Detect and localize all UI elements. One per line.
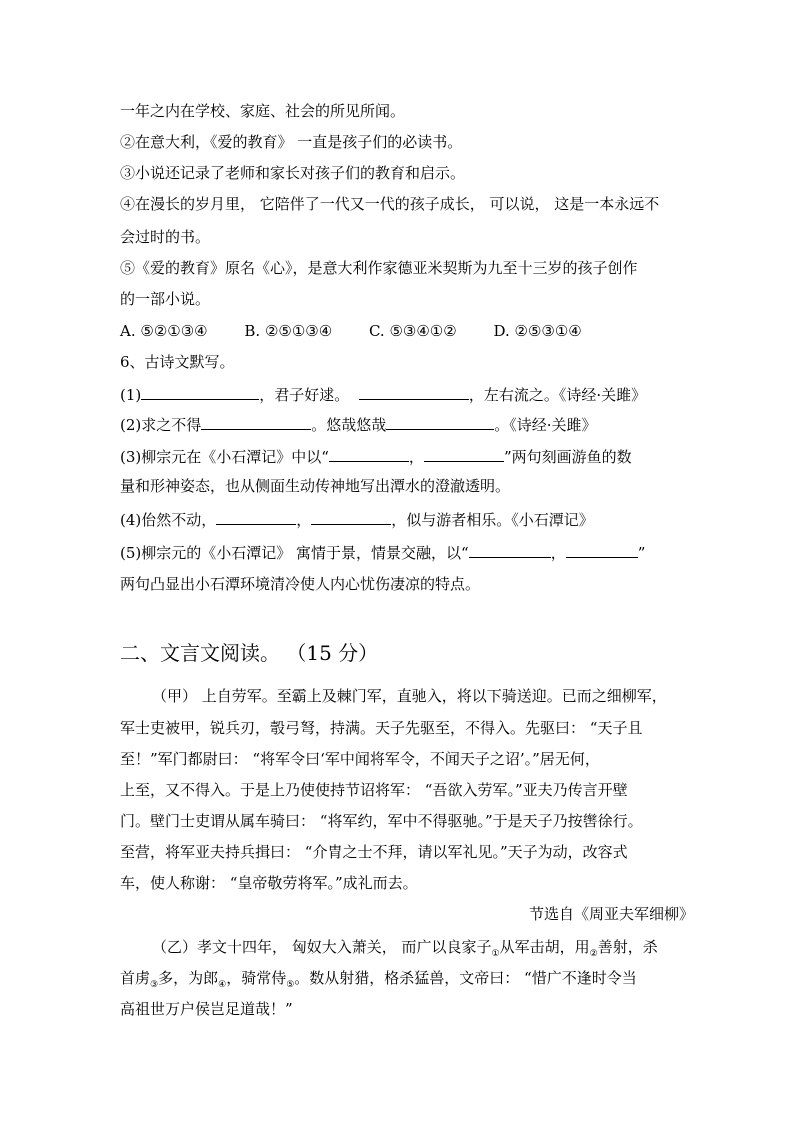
- passage-yi-line: [152, 937, 658, 964]
- option-a[interactable]: A. ⑤②①③④: [120, 322, 208, 340]
- passage-line: 会过时的书。: [120, 228, 211, 246]
- yi-text: 首虏: [120, 969, 151, 987]
- footnote-marker: ③: [150, 980, 159, 990]
- section-heading: 二、文言文阅读。 （15 分）: [120, 641, 379, 665]
- item-text: ，似与游者相乐。《小石潭记》: [391, 511, 594, 529]
- item-text: 。《诗经·关雎》: [494, 416, 597, 434]
- question-6-title: 6、古诗文默写。: [120, 353, 235, 371]
- q6-item-2: [120, 414, 597, 435]
- yi-text: （乙）孝文十四年， 匈奴大入萧关， 而广以良家子: [152, 938, 492, 956]
- passage-line: ④在漫长的岁月里， 它陪伴了一代又一代的孩子成长， 可以说， 这是一本永远不: [120, 195, 660, 213]
- passage-line: 一年之内在学校、家庭、社会的所见所闻。: [120, 102, 406, 120]
- answer-blank[interactable]: [424, 446, 504, 462]
- q6-item-5: [120, 542, 645, 563]
- answer-blank[interactable]: [311, 509, 391, 525]
- item-text: ，: [550, 544, 566, 562]
- passage-line: ⑤《爱的教育》原名《心》，是意大利作家德亚米契斯为九至十三岁的孩子创作: [120, 259, 638, 277]
- item-text: (4)佁然不动，: [120, 511, 217, 529]
- passage-jia-line: （甲） 上自劳军。至霸上及棘门军，直驰入，将以下骑送迎。已而之细柳军，: [152, 687, 667, 705]
- item-text: (2)求之不得: [120, 416, 202, 434]
- passage-line: ②在意大利，《爱的教育》 一直是孩子们的必读书。: [120, 133, 463, 151]
- passage-jia-line: 至营，将军亚夫持兵揖曰： “介胄之士不拜，请以军礼见。”天子为动，改容式: [120, 843, 628, 861]
- passage-jia-line: 车，使人称谢： “皇帝敬劳将军。”成礼而去。: [120, 874, 418, 892]
- yi-text: 从军击胡，用: [499, 938, 590, 956]
- passage-yi-line: 高祖世万户侯岂足道哉！”: [120, 1000, 293, 1018]
- answer-blank[interactable]: [566, 542, 638, 558]
- footnote-marker: ①: [491, 949, 500, 959]
- passage-jia-line: 上至，又不得入。于是上乃使使持节诏将军： “吾欲入劳军。”亚夫乃传言开壁: [120, 781, 628, 799]
- answer-blank[interactable]: [469, 542, 551, 558]
- item-text: ，君子好逑。: [259, 386, 350, 404]
- passage-yi-line: [120, 968, 637, 995]
- item-text: ”两句刻画游鱼的数: [503, 448, 632, 466]
- answer-blank[interactable]: [141, 384, 259, 400]
- option-d[interactable]: D. ②⑤③①④: [493, 322, 582, 340]
- option-b[interactable]: B. ②⑤①③④: [244, 322, 333, 340]
- answer-blank[interactable]: [359, 384, 469, 400]
- passage-jia-line: 至！”军门都尉曰： “将军令曰‘军中闻将军令，不闻天子之诏’。”居无何，: [120, 750, 600, 768]
- answer-blank[interactable]: [329, 446, 409, 462]
- item-text: ，: [296, 511, 312, 529]
- item-text: ”: [637, 544, 646, 562]
- footnote-marker: ②: [589, 949, 598, 959]
- answer-options: [120, 321, 582, 341]
- item-text: ，: [408, 448, 424, 466]
- q6-item-3-cont: 量和形神姿态，也从侧面生动传神地写出潭水的澄澈透明。: [120, 477, 511, 495]
- footnote-marker: ④: [218, 980, 227, 990]
- item-text: (3)柳宗元在《小石潭记》中以“: [120, 448, 329, 466]
- q6-item-4: [120, 509, 594, 530]
- answer-blank[interactable]: [386, 414, 494, 430]
- q6-item-1: [120, 384, 646, 405]
- item-text: (5)柳宗元的《小石潭记》 寓情于景，情景交融，以“: [120, 544, 469, 562]
- footnote-marker: ⑤: [286, 980, 295, 990]
- item-text: 。悠哉悠哉: [311, 416, 387, 434]
- passage-jia-line: 军士吏被甲，锐兵刃，彀弓弩，持满。天子先驱至，不得入。先驱曰： “天子且: [120, 719, 643, 737]
- yi-text: 。数从射猎，格杀猛兽，文帝曰： “惜广不逢时令当: [294, 969, 637, 987]
- passage-line: ③小说还记录了老师和家长对孩子们的教育和启示。: [120, 164, 466, 182]
- item-text: ，左右流之。《诗经·关雎》: [468, 386, 647, 404]
- passage-jia-line: 门。壁门士吏谓从属车骑曰： “将军约，军中不得驱驰。”于是天子乃按辔徐行。: [120, 812, 643, 830]
- q6-item-3: [120, 446, 632, 467]
- yi-text: ，骑常侍: [226, 969, 287, 987]
- item-text: (1): [120, 386, 142, 404]
- option-c[interactable]: C. ⑤③④①②: [368, 322, 457, 340]
- answer-blank[interactable]: [201, 414, 311, 430]
- yi-text: 多，为郎: [158, 969, 219, 987]
- passage-source: 节选自《周亚夫军细柳》: [528, 905, 694, 923]
- yi-text: 善射，杀: [597, 938, 658, 956]
- passage-line: 的一部小说。: [120, 290, 211, 308]
- q6-item-5-cont: 两句凸显出小石潭环境清冷使人内心忧伤凄凉的特点。: [120, 575, 481, 593]
- answer-blank[interactable]: [216, 509, 296, 525]
